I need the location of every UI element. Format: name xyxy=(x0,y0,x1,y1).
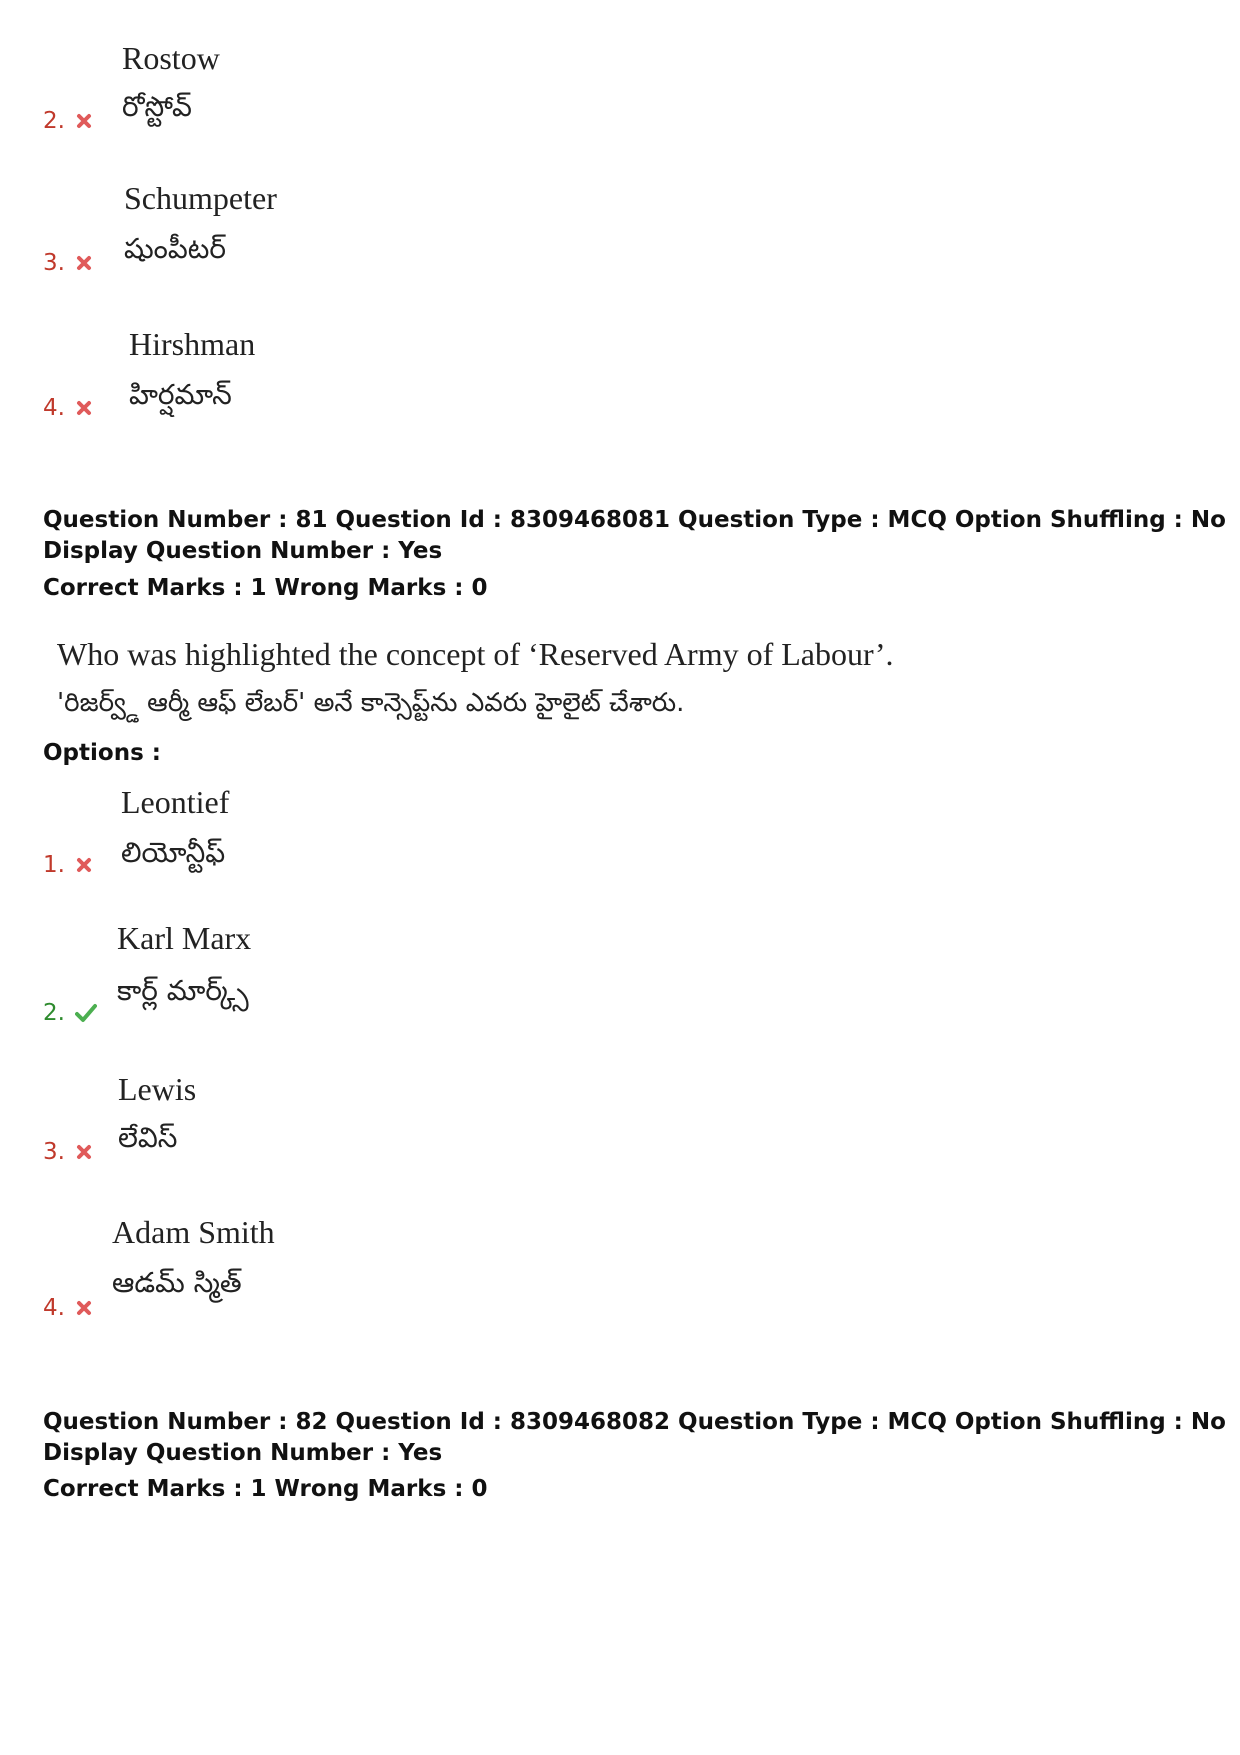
option-text-en: Leontief xyxy=(121,784,230,820)
option-text-te: షుంపీటర్ xyxy=(124,232,226,265)
option-number-label: 3. xyxy=(43,250,65,276)
option-text-te: హిర్షమాన్ xyxy=(129,378,232,411)
cross-icon xyxy=(75,112,93,130)
question-marks-line: Correct Marks : 1 Wrong Marks : 0 xyxy=(43,1476,488,1502)
options-label: Options : xyxy=(43,740,161,766)
option-text-te: లియోన్టీఫ్ xyxy=(121,836,226,869)
option-number-label: 4. xyxy=(43,1295,65,1321)
option-number xyxy=(43,250,93,276)
cross-icon xyxy=(75,1299,93,1317)
option-number xyxy=(43,395,93,421)
option-number xyxy=(43,1139,93,1165)
question-text-te: 'రిజర్వ్డ్ ఆర్మీ ఆఫ్ లేబర్' అనే కాన్సెప్ట్‌ను ఎవరు హైలైట్ చేశారు. xyxy=(57,688,685,718)
question-meta-line: Question Number : 81 Question Id : 8309468081 Question Type : MCQ Option Shuffling : No xyxy=(43,507,1226,533)
option-number xyxy=(43,1295,93,1321)
check-icon xyxy=(75,1003,97,1023)
cross-icon xyxy=(75,856,93,874)
option-text-te: కార్ల్ మార్క్స్ xyxy=(117,974,249,1007)
cross-icon xyxy=(75,254,93,272)
option-text-en: Karl Marx xyxy=(117,920,252,956)
option-number-label: 2. xyxy=(43,108,65,134)
option-number-label: 2. xyxy=(43,1000,65,1026)
option-text-en: Adam Smith xyxy=(112,1214,275,1250)
option-number xyxy=(43,852,93,878)
question-display-line: Display Question Number : Yes xyxy=(43,1440,443,1466)
option-number-label: 4. xyxy=(43,395,65,421)
option-text-te: ఆడమ్ స్మిత్ xyxy=(112,1266,242,1299)
question-display-line: Display Question Number : Yes xyxy=(43,538,443,564)
option-number xyxy=(43,108,93,134)
option-number-label: 1. xyxy=(43,852,65,878)
cross-icon xyxy=(75,1143,93,1161)
option-number xyxy=(43,1000,97,1026)
question-text-en: Who was highlighted the concept of ‘Reserved Army of Labour’. xyxy=(57,636,894,672)
option-text-te: రోస్టోవ్ xyxy=(122,90,192,123)
cross-icon xyxy=(75,399,93,417)
option-text-en: Hirshman xyxy=(129,326,256,362)
question-marks-line: Correct Marks : 1 Wrong Marks : 0 xyxy=(43,575,488,601)
option-text-en: Lewis xyxy=(118,1071,197,1107)
option-text-en: Schumpeter xyxy=(124,180,277,216)
question-meta-line: Question Number : 82 Question Id : 8309468082 Question Type : MCQ Option Shuffling : No xyxy=(43,1409,1226,1435)
option-number-label: 3. xyxy=(43,1139,65,1165)
option-text-te: లేవిస్ xyxy=(118,1121,178,1154)
option-text-en: Rostow xyxy=(122,40,220,76)
